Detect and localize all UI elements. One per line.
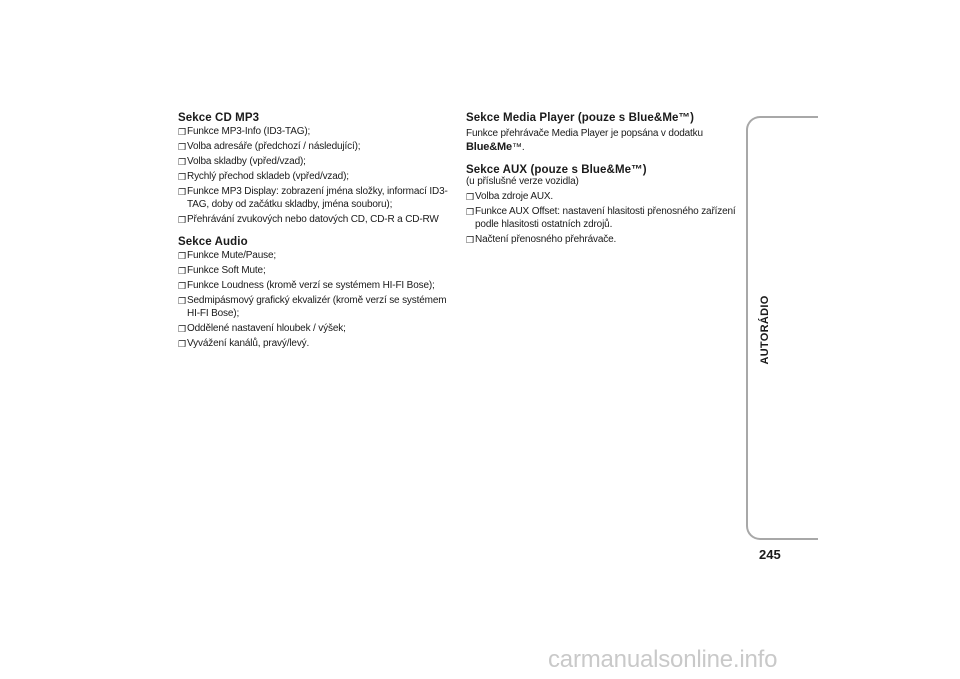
checkbox-bullet-icon: ❒ — [178, 142, 186, 152]
list-item: ❒ Sedmipásmový grafický ekvalizér (kromě verzí se systémem HI-FI Bose); — [178, 295, 447, 319]
chapter-tab-label: AUTORÁDIO — [759, 295, 771, 365]
list-item: ❒ Funkce Loudness (kromě verzí se systémem HI-FI Bose); — [178, 280, 435, 291]
watermark: carmanualsonline.info — [548, 646, 778, 673]
left-column — [178, 112, 456, 357]
checkbox-bullet-icon: ❒ — [178, 281, 186, 291]
checkbox-bullet-icon: ❒ — [466, 207, 474, 217]
checkbox-bullet-icon: ❒ — [178, 172, 186, 182]
section-cd-mp3 — [178, 112, 456, 226]
list-item: ❒ Vyvážení kanálů, pravý/levý. — [178, 337, 310, 349]
checkbox-bullet-icon: ❒ — [178, 296, 186, 306]
checkbox-bullet-icon: ❒ — [178, 187, 186, 197]
list-item: ❒ Oddělené nastavení hloubek / výšek; — [178, 322, 346, 334]
checkbox-bullet-icon: ❒ — [178, 266, 186, 276]
list-item: ❒ Přehrávání zvukových nebo datových CD, CD-R a CD-RW — [178, 213, 439, 225]
page-number: 245 — [759, 547, 781, 562]
list-item: ❒ Funkce MP3 Display: zobrazení jména složky, informací ID3-TAG, doby od začátku skladby, jména souboru); — [178, 186, 448, 210]
list-item: ❒ Volba zdroje AUX. — [466, 191, 554, 202]
section-heading: Sekce CD MP3 — [178, 112, 260, 124]
section-media-player — [466, 112, 736, 154]
checkbox-bullet-icon: ❒ — [178, 323, 186, 334]
section-aux — [466, 164, 736, 246]
right-column — [466, 112, 736, 253]
list-item: ❒ Volba skladby (vpřed/vzad); — [178, 156, 306, 167]
checkbox-bullet-icon: ❒ — [178, 157, 186, 167]
section-audio — [178, 236, 456, 350]
list-item: ❒ Načtení přenosného přehrávače. — [466, 233, 617, 245]
list-item: ❒ Funkce AUX Offset: nastavení hlasitosti přenosného zařízení podle hlasitosti ostatních zdrojů. — [466, 206, 736, 230]
checkbox-bullet-icon: ❒ — [178, 127, 186, 137]
chapter-tab-frame — [746, 116, 818, 540]
checkbox-bullet-icon: ❒ — [178, 214, 186, 225]
section-heading: Sekce Audio — [178, 236, 248, 248]
section-heading: Sekce AUX (pouze s Blue&Me™) — [466, 164, 647, 176]
list-item: ❒ Rychlý přechod skladeb (vpřed/vzad); — [178, 171, 349, 182]
list-item: ❒ Volba adresáře (předchozí / následující); — [178, 141, 361, 152]
checkbox-bullet-icon: ❒ — [178, 251, 186, 261]
checkbox-bullet-icon: ❒ — [466, 192, 474, 202]
media-description: Funkce přehrávače Media Player je popsána v dodatku Blue&Me™. — [466, 128, 703, 153]
list-item: ❒ Funkce MP3-Info (ID3-TAG); — [178, 126, 311, 137]
list-item: ❒ Funkce Mute/Pause; — [178, 250, 277, 261]
section-heading: Sekce Media Player (pouze s Blue&Me™) — [466, 112, 695, 124]
checkbox-bullet-icon: ❒ — [466, 234, 474, 245]
aux-subtext: (u příslušné verze vozidla) — [466, 176, 579, 187]
list-item: ❒ Funkce Soft Mute; — [178, 265, 266, 276]
checkbox-bullet-icon: ❒ — [178, 338, 186, 349]
